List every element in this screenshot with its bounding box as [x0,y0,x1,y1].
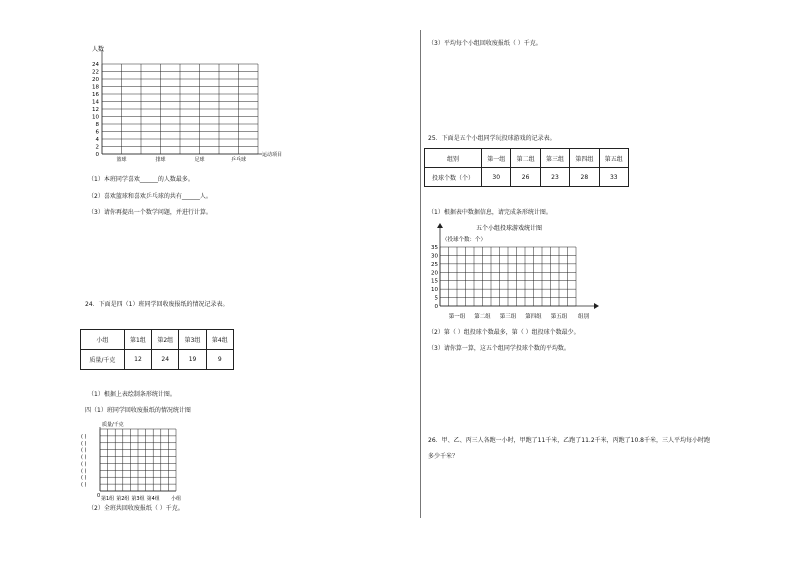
y-tick-label: 5 [434,295,438,302]
y-tick-label: 14 [92,99,99,106]
x-tick-label: 第一组 [448,314,466,320]
question-25-1: （1）根据表中数据信息，请完成条形统计图。 [428,209,552,216]
question-25-2: （2）第（ ）组投球个数最多，第（ ）组投球个数最少。 [428,329,580,336]
y-tick-label: 0 [95,152,99,158]
y-tick-label: 6 [95,129,99,136]
x-tick-label: 第4组 [146,496,160,502]
x-tick-label: 排球 [155,157,166,163]
x-tick-label: 第四组 [525,314,542,320]
table-header: 第五组 [599,149,628,168]
table-header: 第三组 [540,149,569,168]
table-cell: 26 [511,168,540,187]
x-tick-label: 第三组 [499,314,517,320]
table-cell: 23 [540,168,569,187]
chart-paper-y-label: 质量/千克 [102,422,124,428]
question-26-line-1: 26．甲、乙、丙三人各跑一小时，甲跑了11千米，乙跑了11.2千米，丙跑了10.8千米，三人平均每小时跑 [428,437,710,444]
table-header: 第2组 [152,330,179,350]
question-23-1: （1）本班同学喜欢______的人数最多。 [88,176,194,183]
question-25-stem: 25．下面是五个小组同学玩投球游戏的记录表。 [428,135,556,142]
table-row-label: 投球个数（个） [425,168,482,187]
chart-paper-title: 四（1）班同学回收废报纸的情况统计图 [85,407,191,414]
table-cell: 9 [206,350,233,370]
x-tick-label: 篮球 [116,157,127,163]
y-tick-blank: ( ) [81,482,87,489]
y-tick-blank: ( ) [81,447,87,454]
question-23-2: （2）喜欢篮球和喜欢乒乓球的共有______人。 [88,193,212,200]
x-axis-label: 小组 [170,496,182,502]
table-cell: 33 [599,168,628,187]
question-24-stem: 24．下面是四（1）班同学回收废报纸的情况记录表。 [85,301,229,308]
question-25-3: （3）请你算一算，这五个组同学投球个数的平均数。 [428,345,570,352]
x-tick-label: 足球 [194,157,205,163]
y-tick-blank: ( ) [81,454,87,461]
x-tick-label: 第2组 [116,496,130,502]
question-26-line-2: 多少千米？ [428,453,459,460]
y-tick-label: 20 [431,270,438,277]
question-24-2: （2）全班共回收废报纸（ ）千克。 [88,505,184,512]
table-cell: 19 [179,350,206,370]
question-23-3: （3）请你再提出一个数学问题，并进行计算。 [88,209,212,216]
y-tick-label: 25 [431,261,438,268]
table-header: 第4组 [206,330,233,350]
y-tick-label: 10 [431,287,438,294]
y-tick-label: 10 [92,114,99,121]
y-tick-blank: ( ) [81,475,87,482]
y-tick-label: 8 [95,122,99,128]
y-tick-label: 30 [431,253,438,260]
x-tick-label: 第3组 [131,496,145,502]
table-header: 第四组 [570,149,599,168]
chart-sports-y-label: 人数 [92,46,105,53]
y-tick-label: 22 [92,69,99,76]
y-tick-label: 16 [92,92,99,98]
table-header: 小组 [81,330,125,350]
chart-throw-grid [426,222,606,322]
y-tick-label: 20 [92,77,99,83]
y-tick-label: 18 [92,84,99,91]
chart-paper-origin: 0 [97,493,101,499]
chart-throw-x-label: 组别 [578,314,590,320]
chart-throw-title: 五个小组投球游戏统计图 [476,225,543,232]
y-tick-label: 12 [92,107,99,113]
x-tick-label: 第1组 [101,496,115,502]
table-header: 第3组 [179,330,206,350]
x-tick-label: 乒乓球 [230,157,247,163]
table-row-label: 质量/千克 [81,350,125,370]
table-header: 第一组 [482,149,511,168]
table-cell: 30 [482,168,511,187]
y-tick-label: 15 [431,278,438,285]
y-axis-arrow [437,223,443,228]
y-tick-label: 24 [92,62,99,68]
y-tick-blank: ( ) [81,461,87,468]
table-header: 第1组 [124,330,151,350]
page-divider [420,30,421,518]
x-axis-arrow [594,303,599,309]
y-tick-blank: ( ) [81,433,87,440]
y-tick-blank: ( ) [81,440,87,447]
y-tick-label: 2 [95,144,99,151]
chart-sports-x-label: 运动项目 [262,152,283,158]
table-cell: 28 [570,168,599,187]
table-header: 组别 [425,149,482,168]
chart-throw-unit: （投球个数：个） [442,237,487,243]
y-tick-label: 35 [431,245,438,251]
table-header: 第二组 [511,149,540,168]
table-cell: 12 [124,350,151,370]
chart-paper-grid [78,416,190,502]
chart-sports-grid [80,42,320,164]
question-24-3: （3）平均每个小组回收废报纸（ ）千克。 [428,40,542,47]
paper-record-table [80,329,234,370]
x-tick-label: 第五组 [550,314,568,320]
throw-record-table [424,148,629,187]
y-tick-label: 0 [434,304,438,310]
question-24-1: （1）根据上表绘制条形统计图。 [88,391,176,398]
y-tick-label: 4 [95,137,99,143]
y-tick-blank: ( ) [81,468,87,475]
x-tick-label: 第二组 [474,314,491,320]
table-cell: 24 [152,350,179,370]
